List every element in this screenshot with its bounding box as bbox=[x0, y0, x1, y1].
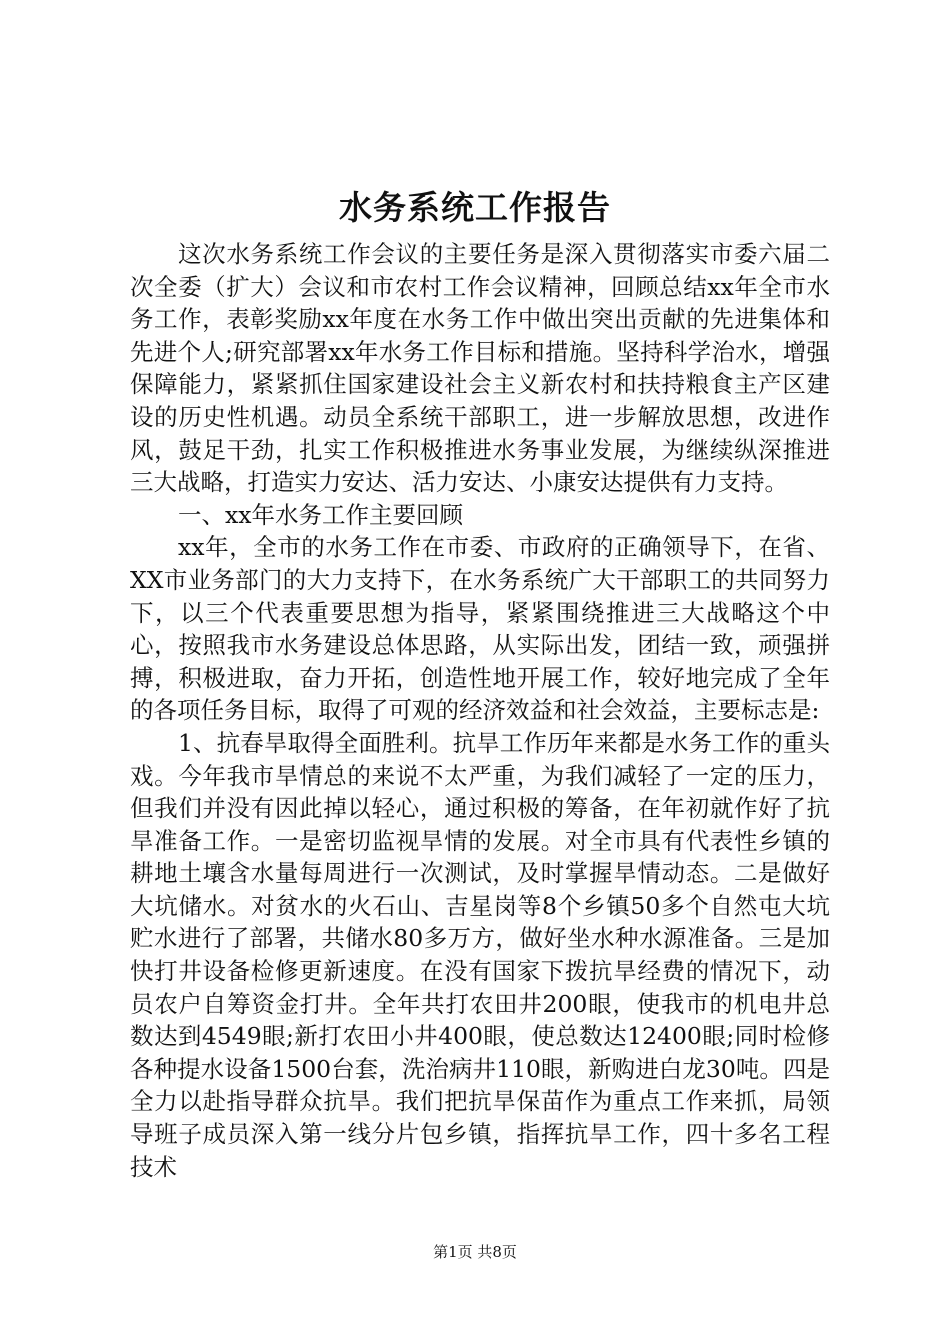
document-title: 水务系统工作报告 bbox=[339, 188, 611, 227]
paragraph-drought: 1、抗春旱取得全面胜利。抗旱工作历年来都是水务工作的重头戏。今年我市旱情总的来说不太严重，为我们减轻了一定的压力，但我们并没有因此掉以轻心，通过积极的筹备，在年初就作好了抗旱准备工作。一是密切监视旱情的发展。对全市具有代表性乡镇的耕地土壤含水量每周进行一次测试，及时掌握旱情动态。二是做好大坑储水。对贫水的火石山、吉星岗等8个乡镇50多个自然屯大坑贮水进行了部署，共储水80多万方，做好坐水种水源准备。三是加快打井设备检修更新速度。在没有国家下拨抗旱经费的情况下，动员农户自筹资金打井。全年共打农田井200眼，使我市的机电井总数达到4549眼;新打农田小井400眼，使总数达12400眼;同时检修各种提水设备1500台套，洗治病井110眼，新购进白龙30吨。四是全力以赴指导群众抗旱。我们把抗旱保苗作为重点工作来抓，局领导班子成员深入第一线分片包乡镇，指挥抗旱工作，四十多名工程技术 bbox=[130, 728, 830, 1181]
paragraph-review: xx年，全市的水务工作在市委、市政府的正确领导下，在省、XX市业务部门的大力支持下，在水务系统广大干部职工的共同努力下，以三个代表重要思想为指导，紧紧围绕推进三大战略这个中心，按照我市水务建设总体思路，从实际出发，团结一致，顽强拼搏，积极进取，奋力开拓，创造性地开展工作，较好地完成了全年的各项任务目标，取得了可观的经济效益和社会效益，主要标志是: bbox=[130, 533, 830, 725]
page-number-footer: 第1页 共8页 bbox=[433, 1243, 517, 1261]
section-heading: 一、xx年水务工作主要回顾 bbox=[178, 500, 464, 529]
paragraph-intro: 这次水务系统工作会议的主要任务是深入贯彻落实市委六届二次全委（扩大）会议和市农村工作会议精神，回顾总结xx年全市水务工作，表彰奖励xx年度在水务工作中做出突出贡献的先进集体和先进个人;研究部署xx年水务工作目标和措施。坚持科学治水，增强保障能力，紧紧抓住国家建设社会主义新农村和扶持粮食主产区建设的历史性机遇。动员全系统干部职工，进一步解放思想，改进作风，鼓足干劲，扎实工作积极推进水务事业发展，为继续纵深推进三大战略，打造实力安达、活力安达、小康安达提供有力支持。 bbox=[130, 240, 830, 497]
document-body bbox=[130, 238, 830, 1183]
